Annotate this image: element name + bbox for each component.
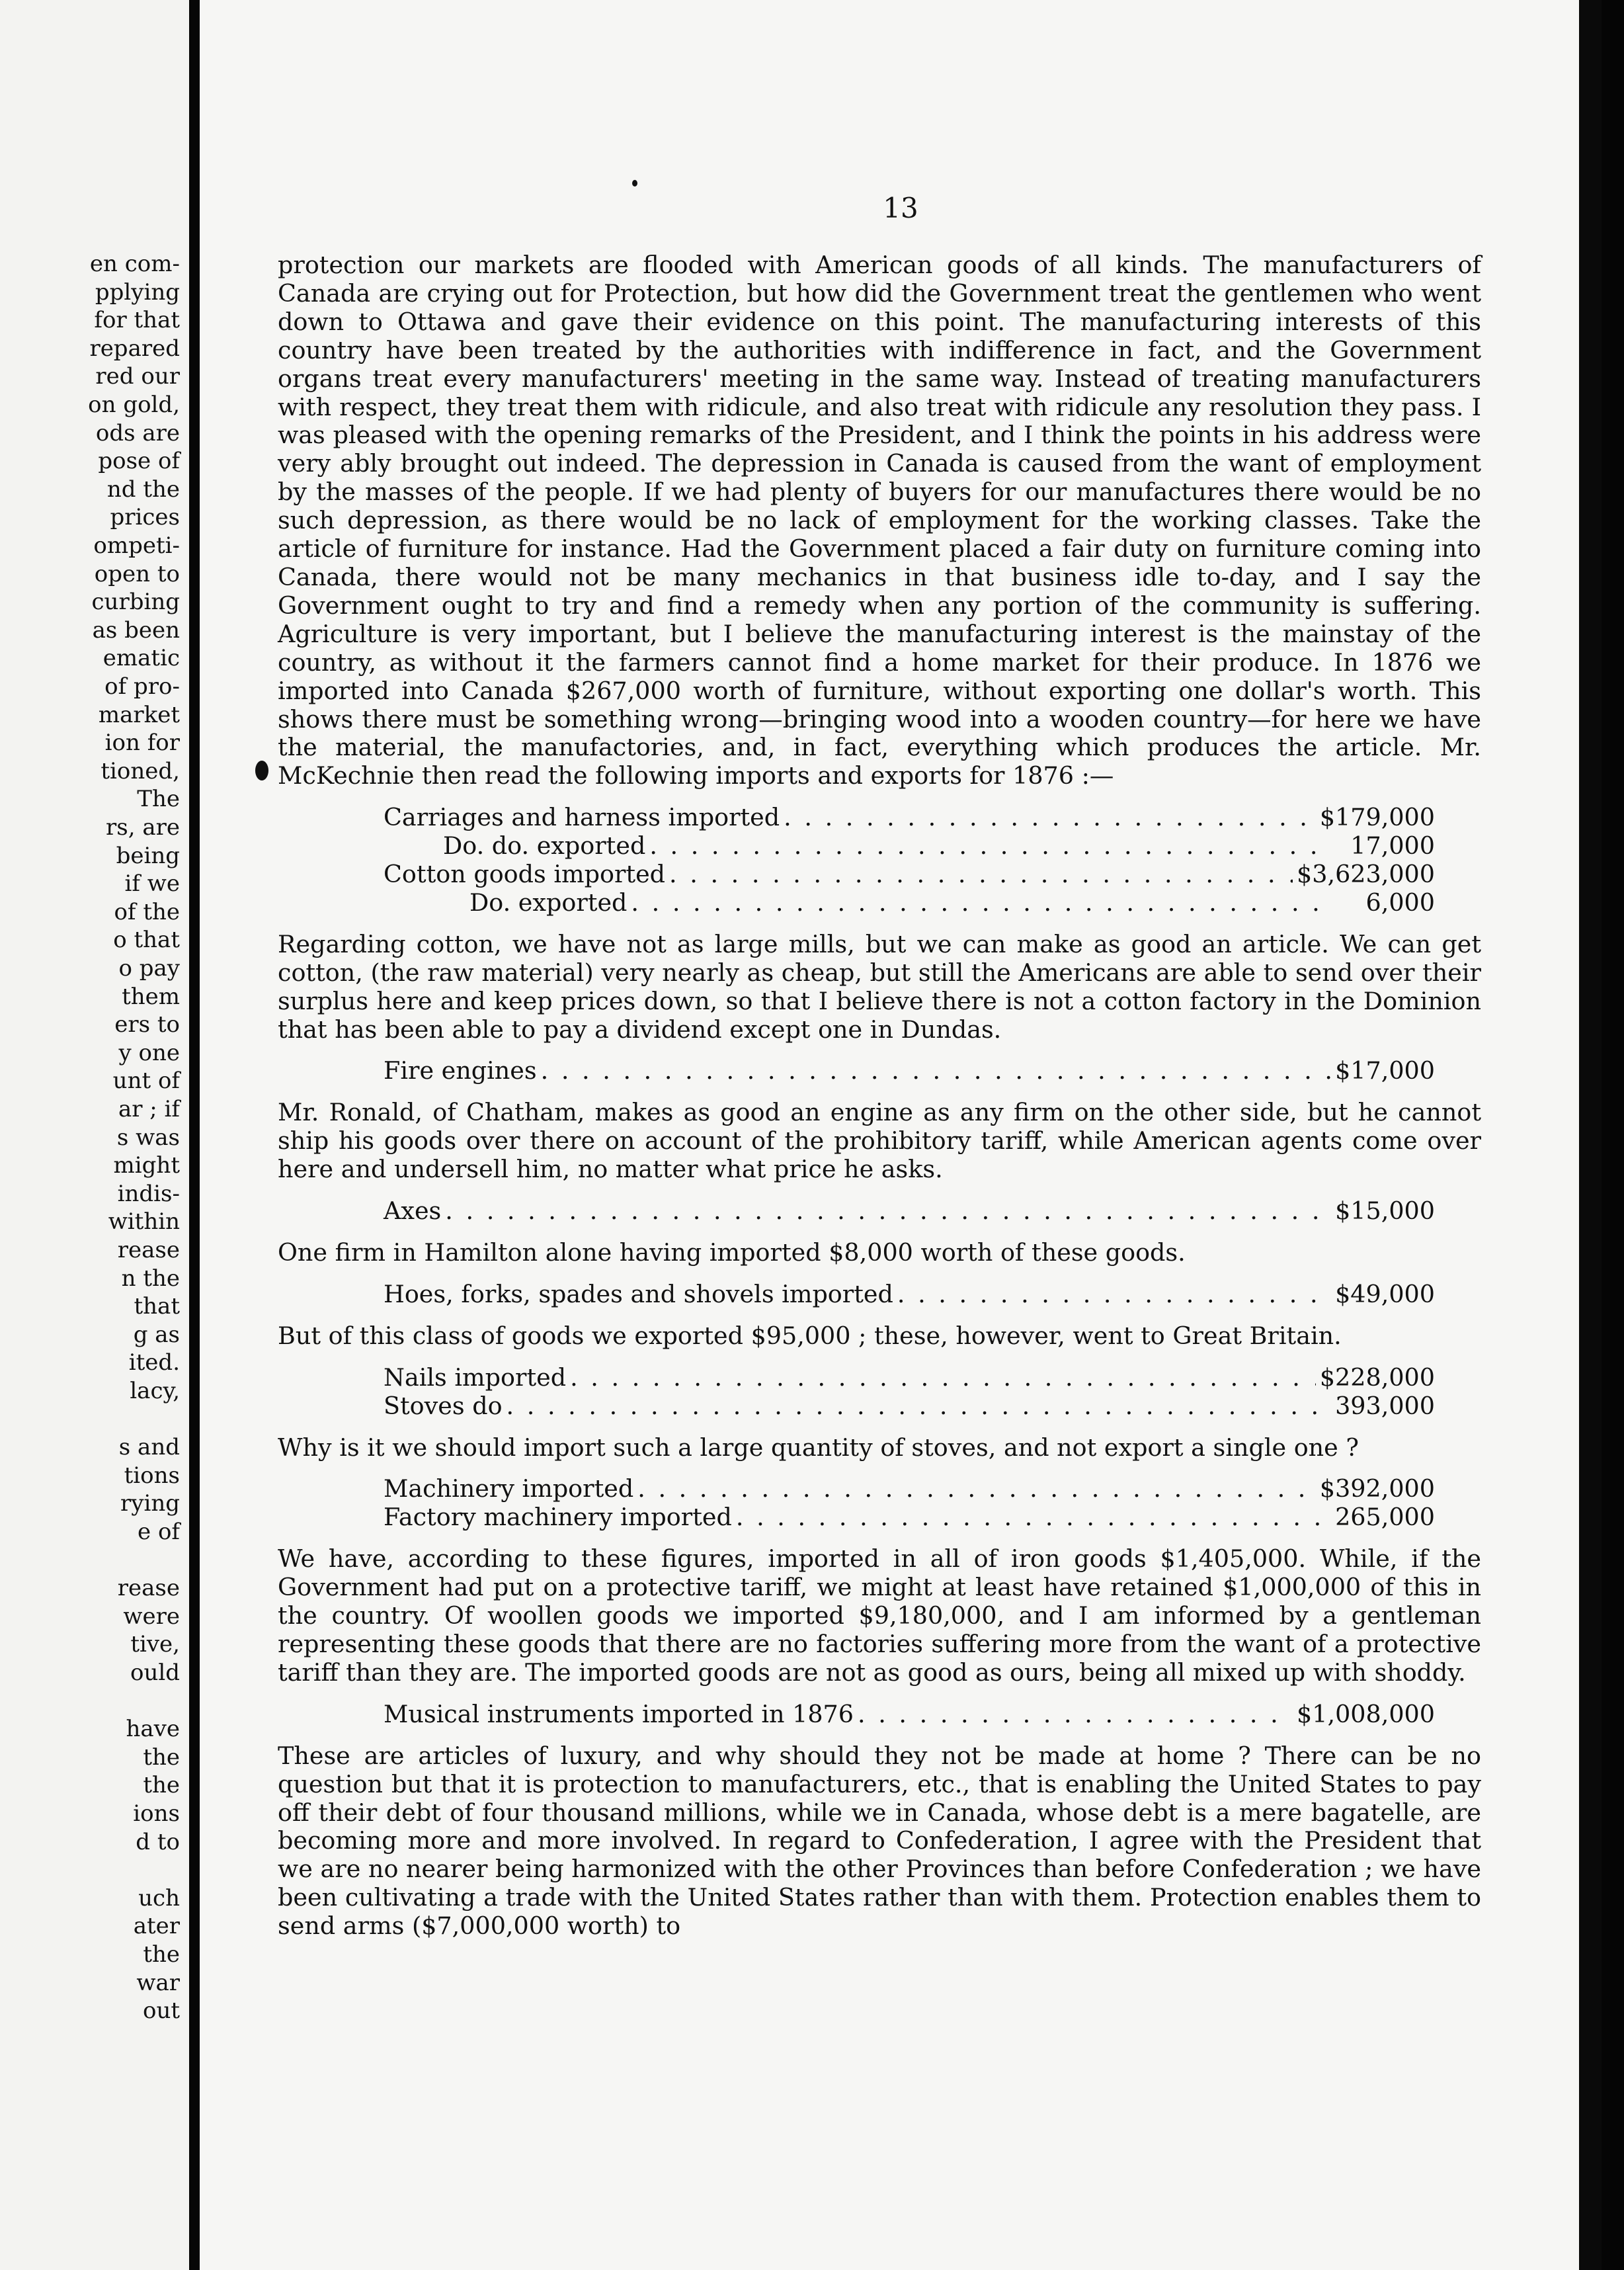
dot-leader bbox=[445, 1197, 1331, 1226]
facing-page-line: on gold, bbox=[88, 392, 180, 418]
ink-speck bbox=[255, 761, 268, 780]
facing-page-line: s and bbox=[118, 1434, 180, 1461]
dot-leader bbox=[784, 804, 1316, 832]
facing-page-line: as been bbox=[92, 616, 180, 644]
body-paragraph: We have, according to these figures, imported in all of iron goods $1,405,000. While, if the Government had put on a protective tariff, we might at least have retained $1,000,000 of this in the country. Of woollen goods we imported $9,180,000, and I am informed by a gentleman representing these goods that there are no factories suffering more from the want of a protective tariff than they are. The imported goods are not as good as ours, being all mixed up with shoddy. bbox=[278, 1544, 1481, 1687]
facing-page-line: within bbox=[108, 1208, 180, 1236]
row-label: Nails imported bbox=[384, 1363, 567, 1392]
facing-page-line: nd the bbox=[106, 476, 180, 503]
block-gap bbox=[278, 1462, 1481, 1475]
row-amount: $17,000 bbox=[1335, 1056, 1435, 1085]
facing-page-line: war bbox=[136, 1969, 180, 1996]
row-label: Do. exported bbox=[469, 888, 628, 917]
facing-page-line: the bbox=[143, 1744, 180, 1771]
facing-page-line: indis- bbox=[117, 1180, 180, 1207]
facing-page-line: d to bbox=[136, 1828, 180, 1855]
facing-page-line: unt of bbox=[112, 1068, 180, 1095]
row-amount: 6,000 bbox=[1365, 888, 1435, 917]
import-export-table bbox=[278, 1364, 1481, 1421]
book-gutter bbox=[189, 0, 200, 2270]
facing-page-line: of pro- bbox=[104, 673, 180, 700]
facing-page-line: tioned, bbox=[101, 757, 180, 784]
facing-page-line: ers to bbox=[114, 1011, 180, 1038]
row-label: Fire engines bbox=[384, 1056, 537, 1085]
facing-page-line: tive, bbox=[130, 1631, 180, 1658]
table-row bbox=[384, 804, 1435, 832]
import-export-table bbox=[278, 1475, 1481, 1532]
row-amount: 393,000 bbox=[1335, 1391, 1435, 1420]
facing-page-line: the bbox=[143, 1772, 180, 1799]
facing-page-line: ater bbox=[133, 1913, 180, 1940]
body-paragraph: Regarding cotton, we have not as large mills, but we can make as good an article. We can get cotton, (the raw material) very nearly as cheap, but still the Americans are able to send over their surplus here and keep prices down, so that I believe there is not a cotton factory in the Dominion that has been able to pay a dividend except one in Dundas. bbox=[278, 929, 1481, 1044]
facing-page-line: ar ; if bbox=[118, 1096, 180, 1122]
facing-page-line: The bbox=[137, 786, 180, 813]
facing-page-line: being bbox=[116, 842, 180, 869]
facing-page-line: prices bbox=[110, 504, 180, 531]
row-label: Hoes, forks, spades and shovels imported bbox=[384, 1279, 893, 1308]
table-row bbox=[384, 1197, 1435, 1226]
facing-page-line: were bbox=[123, 1603, 180, 1630]
facing-page-line: o that bbox=[113, 927, 180, 954]
facing-page-line: rease bbox=[117, 1575, 180, 1602]
import-export-table bbox=[278, 1281, 1481, 1309]
block-gap bbox=[278, 1309, 1481, 1322]
dot-leader bbox=[631, 889, 1332, 917]
table-row bbox=[384, 889, 1435, 917]
block-gap bbox=[278, 790, 1481, 804]
facing-page-line: e of bbox=[138, 1519, 180, 1545]
import-export-table bbox=[278, 804, 1481, 917]
facing-page-line: rying bbox=[120, 1490, 180, 1517]
row-amount: $49,000 bbox=[1335, 1279, 1435, 1308]
row-amount: $15,000 bbox=[1335, 1197, 1435, 1226]
facing-page-line: g as bbox=[133, 1321, 180, 1348]
facing-page-line: rease bbox=[117, 1237, 180, 1263]
facing-page-line: might bbox=[113, 1152, 180, 1179]
facing-page-line: ions bbox=[133, 1800, 180, 1827]
facing-page-line: ion for bbox=[104, 730, 180, 757]
block-gap bbox=[278, 917, 1481, 931]
table-row bbox=[384, 1057, 1435, 1085]
facing-page-line: pplying bbox=[95, 278, 180, 306]
block-gap bbox=[278, 1687, 1481, 1701]
row-label: Stoves do bbox=[384, 1391, 503, 1420]
row-label: Do. do. exported bbox=[443, 831, 646, 861]
facing-page-line: o pay bbox=[118, 955, 180, 982]
dot-leader bbox=[570, 1364, 1316, 1392]
ink-speck bbox=[632, 180, 637, 187]
facing-page-line: them bbox=[122, 983, 180, 1010]
block-gap bbox=[278, 1421, 1481, 1434]
facing-page-line: ited. bbox=[128, 1349, 180, 1376]
dot-leader bbox=[736, 1503, 1331, 1532]
facing-page-line: s was bbox=[116, 1124, 180, 1151]
page-body bbox=[278, 251, 1481, 1941]
dot-leader bbox=[649, 832, 1332, 861]
facing-page-line: if we bbox=[124, 870, 180, 898]
facing-page-line: tions bbox=[124, 1462, 180, 1489]
facing-page-line: have bbox=[126, 1716, 180, 1743]
row-amount: 265,000 bbox=[1335, 1503, 1435, 1532]
import-export-table bbox=[278, 1197, 1481, 1226]
row-label: Cotton goods imported bbox=[384, 860, 666, 889]
block-gap bbox=[278, 1351, 1481, 1364]
dot-leader bbox=[858, 1701, 1293, 1729]
row-amount: 17,000 bbox=[1350, 831, 1435, 861]
row-label: Axes bbox=[384, 1197, 442, 1226]
page-edge bbox=[1579, 0, 1602, 2270]
facing-page-line: open to bbox=[94, 560, 180, 587]
body-paragraph: protection our markets are flooded with American goods of all kinds. The manufacturers of Canada are crying out for Protection, but how did the Government treat the gentlemen who went down to Ottawa and gave their evidence on this point. The manufacturing interests of this country have been treated by the authorities with indifference in fact, and the Government organs treat every manufacturers' meeting in the same way. Instead of treating manufacturers with respect, they treat them with ridicule, and also treat with ridicule any resolution they pass. I was pleased with the opening remarks of the President, and I think the points in his address were very ably brought out indeed. The depression in Canada is caused from the want of employment by the masses of the people. If we had plenty of buyers for our manufactures there would be no such depression, as there would be no lack of employment for the working classes. Take the article of furniture for instance. Had the Government placed a fair duty on furniture coming into Canada, there would not be many mechanics in that business idle to-day, and I say the Government ought to try and find a remedy when any portion of the community is suffering. Agriculture is very important, but I believe the manufacturing interest is the mainstay of the country, as without it the farmers cannot find a home market for their produce. In 1876 we imported into Canada $267,000 worth of furniture, without exporting one dollar's worth. This shows there must be something wrong—bringing wood into a wooden country—for here we have the material, the manufactories, and, in fact, everything which produces the article. Mr. McKechnie then read the following imports and exports for 1876 :— bbox=[278, 251, 1481, 790]
import-export-table bbox=[278, 1701, 1481, 1729]
dot-leader bbox=[507, 1392, 1332, 1421]
row-amount: $1,008,000 bbox=[1297, 1699, 1435, 1728]
block-gap bbox=[278, 1085, 1481, 1099]
row-amount: $392,000 bbox=[1319, 1474, 1435, 1503]
body-paragraph: Why is it we should import such a large quantity of stoves, and not export a single one ? bbox=[278, 1433, 1359, 1462]
table-row bbox=[384, 1701, 1435, 1729]
facing-page-line: red our bbox=[95, 363, 180, 390]
table-row bbox=[384, 1364, 1435, 1392]
facing-page-line: ods are bbox=[95, 419, 180, 446]
facing-page-line: ould bbox=[130, 1660, 180, 1686]
facing-page-line: uch bbox=[138, 1884, 180, 1912]
block-gap bbox=[278, 1044, 1481, 1057]
facing-page-line: the bbox=[143, 1941, 180, 1968]
body-paragraph: These are articles of luxury, and why should they not be made at home ? There can be no question but that it is protection to manufacturers, etc., that is enabling the United States to pay off their debt of four thousand millions, while we in Canada, whose debt is a mere bagatelle, are becoming more and more involved. In regard to Confederation, I agree with the President that we are no nearer being harmonized with the other Provinces than before Confederation ; we have been cultivating a trade with the United States rather than with them. Protection enables them to send arms ($7,000,000 worth) to bbox=[278, 1741, 1481, 1941]
table-row bbox=[384, 832, 1435, 861]
block-gap bbox=[278, 1729, 1481, 1742]
dot-leader bbox=[897, 1281, 1331, 1309]
facing-page-line: market bbox=[98, 701, 180, 728]
table-row bbox=[384, 1475, 1435, 1503]
row-label: Factory machinery imported bbox=[384, 1503, 732, 1532]
facing-page-fragment bbox=[0, 0, 189, 2270]
facing-page-line: repared bbox=[89, 335, 180, 362]
dot-leader bbox=[541, 1057, 1331, 1085]
body-paragraph: One firm in Hamilton alone having imported $8,000 worth of these goods. bbox=[278, 1238, 1186, 1267]
facing-page-line: for that bbox=[94, 307, 180, 334]
facing-page-line: y one bbox=[118, 1039, 180, 1066]
facing-page-line: rs, are bbox=[106, 814, 180, 841]
row-label: Machinery imported bbox=[384, 1474, 634, 1503]
block-gap bbox=[278, 1226, 1481, 1239]
table-row bbox=[384, 1503, 1435, 1532]
facing-page-line: that bbox=[134, 1293, 180, 1320]
row-label: Musical instruments imported in 1876 bbox=[384, 1699, 854, 1728]
row-amount: $179,000 bbox=[1319, 803, 1435, 832]
facing-page-line: out bbox=[142, 1997, 180, 2025]
facing-page-line: ematic bbox=[102, 645, 180, 672]
facing-page-line: ompeti- bbox=[93, 532, 180, 559]
block-gap bbox=[278, 1532, 1481, 1545]
body-paragraph: Mr. Ronald, of Chatham, makes as good an engine as any firm on the other side, but he cannot ship his goods over there on account of the prohibitory tariff, while American agents come over here and undersell him, no matter what price he asks. bbox=[278, 1098, 1481, 1184]
row-amount: $3,623,000 bbox=[1297, 860, 1435, 889]
table-row bbox=[384, 861, 1435, 889]
facing-page-line: curbing bbox=[91, 589, 180, 616]
book-page bbox=[200, 0, 1602, 2270]
import-export-table bbox=[278, 1057, 1481, 1085]
page-number: 13 bbox=[883, 192, 918, 224]
row-label: Carriages and harness imported bbox=[384, 803, 780, 832]
facing-page-line: of the bbox=[114, 898, 180, 925]
block-gap bbox=[278, 1267, 1481, 1281]
facing-page-line: n the bbox=[121, 1265, 180, 1292]
body-paragraph: But of this class of goods we exported $95,000 ; these, however, went to Great Britain. bbox=[278, 1321, 1342, 1350]
facing-page-line: lacy, bbox=[130, 1378, 180, 1404]
facing-page-line: en com- bbox=[89, 251, 180, 277]
row-amount: $228,000 bbox=[1319, 1363, 1435, 1392]
table-row bbox=[384, 1281, 1435, 1309]
dot-leader bbox=[669, 861, 1293, 889]
table-row bbox=[384, 1392, 1435, 1421]
dot-leader bbox=[637, 1475, 1316, 1503]
facing-page-line: pose of bbox=[98, 448, 180, 475]
block-gap bbox=[278, 1184, 1481, 1197]
